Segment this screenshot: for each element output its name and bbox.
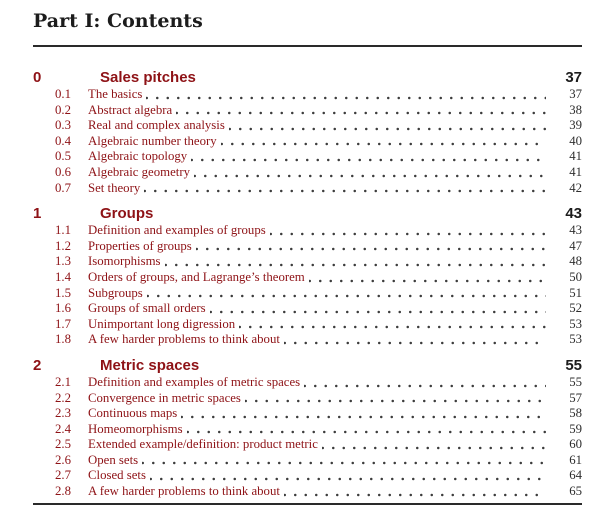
chapter-page-number: 43	[565, 205, 582, 223]
section-page-number: 61	[569, 452, 582, 467]
section-number: 2.5	[55, 437, 71, 452]
section-number: 2.6	[55, 452, 71, 467]
chapter-number: 1	[33, 205, 42, 223]
dot-leader	[191, 149, 546, 165]
section-title: Real and complex analysis	[88, 118, 225, 133]
toc-chapter-2	[33, 357, 582, 500]
section-number: 1.8	[55, 332, 71, 347]
toc-entry-link[interactable]	[33, 453, 582, 469]
section-number: 0.1	[55, 87, 71, 101]
section-page-number: 57	[569, 390, 582, 405]
section-number: 2.7	[55, 468, 71, 483]
section-title: Abstract algebra	[88, 102, 173, 117]
section-title: Algebraic topology	[88, 149, 188, 164]
section-title: Definition and examples of metric spaces	[88, 374, 301, 389]
section-number: 2.1	[55, 374, 71, 389]
section-number: 1.6	[55, 301, 71, 316]
toc-entry-link[interactable]	[33, 149, 582, 165]
section-title: Set theory	[88, 180, 141, 195]
section-number: 1.4	[55, 269, 71, 284]
section-title: Open sets	[88, 452, 139, 467]
section-page-number: 64	[569, 468, 582, 483]
dot-leader	[176, 103, 546, 119]
toc-entry-link[interactable]	[33, 468, 582, 484]
section-page-number: 55	[569, 374, 582, 389]
chapter-number: 0	[33, 69, 42, 86]
toc-entry-link[interactable]	[33, 437, 582, 453]
dot-leader	[146, 87, 546, 103]
chapter-number: 2	[33, 356, 42, 374]
section-title: Homeomorphisms	[88, 421, 183, 436]
section-number: 1.7	[55, 316, 71, 331]
section-number: 1.1	[55, 223, 71, 238]
toc-entry-link[interactable]	[33, 181, 582, 197]
dot-leader	[229, 118, 546, 134]
toc-entry-link[interactable]	[33, 301, 582, 317]
toc-chapter-heading-link[interactable]	[33, 357, 582, 375]
toc-chapter-heading-link[interactable]	[33, 205, 582, 223]
toc-chapter-0	[33, 69, 582, 196]
dot-leader	[187, 422, 546, 438]
section-page-number: 43	[569, 223, 582, 238]
toc-entry-link[interactable]	[33, 134, 582, 150]
dot-leader	[270, 223, 546, 239]
dot-leader	[284, 332, 546, 348]
toc-entry-link[interactable]	[33, 422, 582, 438]
dot-leader	[181, 406, 546, 422]
toc-entry-link[interactable]	[33, 406, 582, 422]
section-page-number: 50	[569, 269, 582, 284]
chapter-title: Metric spaces	[100, 356, 200, 374]
section-page-number: 40	[569, 133, 582, 148]
toc-entry-link[interactable]	[33, 165, 582, 181]
section-number: 0.7	[55, 180, 71, 195]
section-number: 2.2	[55, 390, 71, 405]
section-title: Orders of groups, and Lagrange’s theorem	[88, 269, 305, 284]
section-number: 0.5	[55, 149, 71, 164]
table-of-contents	[33, 69, 582, 505]
toc-entry-link[interactable]	[33, 484, 582, 500]
section-title: A few harder problems to think about	[88, 484, 280, 499]
dot-leader	[245, 391, 546, 407]
chapter-page-number: 55	[565, 356, 582, 374]
toc-entry-link[interactable]	[33, 286, 582, 302]
toc-entry-link[interactable]	[33, 270, 582, 286]
section-title: Closed sets	[88, 468, 146, 483]
section-number: 1.5	[55, 285, 71, 300]
section-number: 0.4	[55, 133, 71, 148]
toc-chapter-heading-link[interactable]	[33, 69, 582, 87]
dot-leader	[196, 239, 546, 255]
section-page-number: 52	[569, 301, 582, 316]
toc-entry-link[interactable]	[33, 332, 582, 348]
chapter-title: Sales pitches	[100, 69, 196, 86]
section-number: 1.3	[55, 254, 71, 269]
toc-entry-link[interactable]	[33, 317, 582, 333]
toc-entry-link[interactable]	[33, 223, 582, 239]
toc-entry-link[interactable]	[33, 103, 582, 119]
section-number: 1.2	[55, 238, 71, 253]
section-number: 0.2	[55, 102, 71, 117]
section-page-number: 60	[569, 437, 582, 452]
section-page-number: 58	[569, 406, 582, 421]
section-number: 2.4	[55, 421, 71, 436]
section-number: 2.3	[55, 406, 71, 421]
section-page-number: 59	[569, 421, 582, 436]
dot-leader	[165, 254, 546, 270]
section-title: Unimportant long digression	[88, 316, 236, 331]
toc-entry-link[interactable]	[33, 118, 582, 134]
dot-leader	[142, 453, 546, 469]
section-page-number: 47	[569, 238, 582, 253]
section-title: The basics	[88, 87, 143, 101]
dot-leader	[304, 375, 546, 391]
section-page-number: 38	[569, 102, 582, 117]
section-page-number: 51	[569, 285, 582, 300]
section-page-number: 53	[569, 332, 582, 347]
part-title: Part I: Contents	[33, 10, 582, 47]
dot-leader	[322, 437, 546, 453]
section-page-number: 48	[569, 254, 582, 269]
section-page-number: 65	[569, 484, 582, 499]
dot-leader	[144, 181, 546, 197]
section-title: Properties of groups	[88, 238, 192, 253]
chapter-page-number: 37	[565, 69, 582, 86]
section-title: Continuous maps	[88, 406, 178, 421]
toc-entry-link[interactable]	[33, 375, 582, 391]
section-page-number: 41	[569, 164, 582, 179]
section-title: Isomorphisms	[88, 254, 161, 269]
section-title: Convergence in metric spaces	[88, 390, 241, 405]
section-page-number: 39	[569, 118, 582, 133]
dot-leader	[239, 317, 546, 333]
dot-leader	[221, 134, 546, 150]
section-title: Groups of small orders	[88, 301, 206, 316]
dot-leader	[210, 301, 546, 317]
section-number: 0.6	[55, 164, 71, 179]
section-page-number: 37	[569, 87, 582, 101]
section-title: A few harder problems to think about	[88, 332, 280, 347]
section-page-number: 41	[569, 149, 582, 164]
section-title: Subgroups	[88, 285, 143, 300]
toc-chapter-1	[33, 205, 582, 348]
toc-entry-link[interactable]	[33, 391, 582, 407]
dot-leader	[150, 468, 546, 484]
toc-entry-link[interactable]	[33, 87, 582, 103]
chapter-title: Groups	[100, 205, 154, 223]
section-page-number: 42	[569, 180, 582, 195]
dot-leader	[147, 286, 546, 302]
dot-leader	[309, 270, 546, 286]
dot-leader	[284, 484, 546, 500]
toc-entry-link[interactable]	[33, 254, 582, 270]
section-number: 2.8	[55, 484, 71, 499]
section-title: Extended example/definition: product metric	[88, 437, 318, 452]
section-title: Definition and examples of groups	[88, 223, 266, 238]
dot-leader	[194, 165, 546, 181]
toc-entry-link[interactable]	[33, 239, 582, 255]
section-number: 0.3	[55, 118, 71, 133]
section-title: Algebraic geometry	[88, 164, 190, 179]
section-page-number: 53	[569, 316, 582, 331]
section-title: Algebraic number theory	[88, 133, 217, 148]
